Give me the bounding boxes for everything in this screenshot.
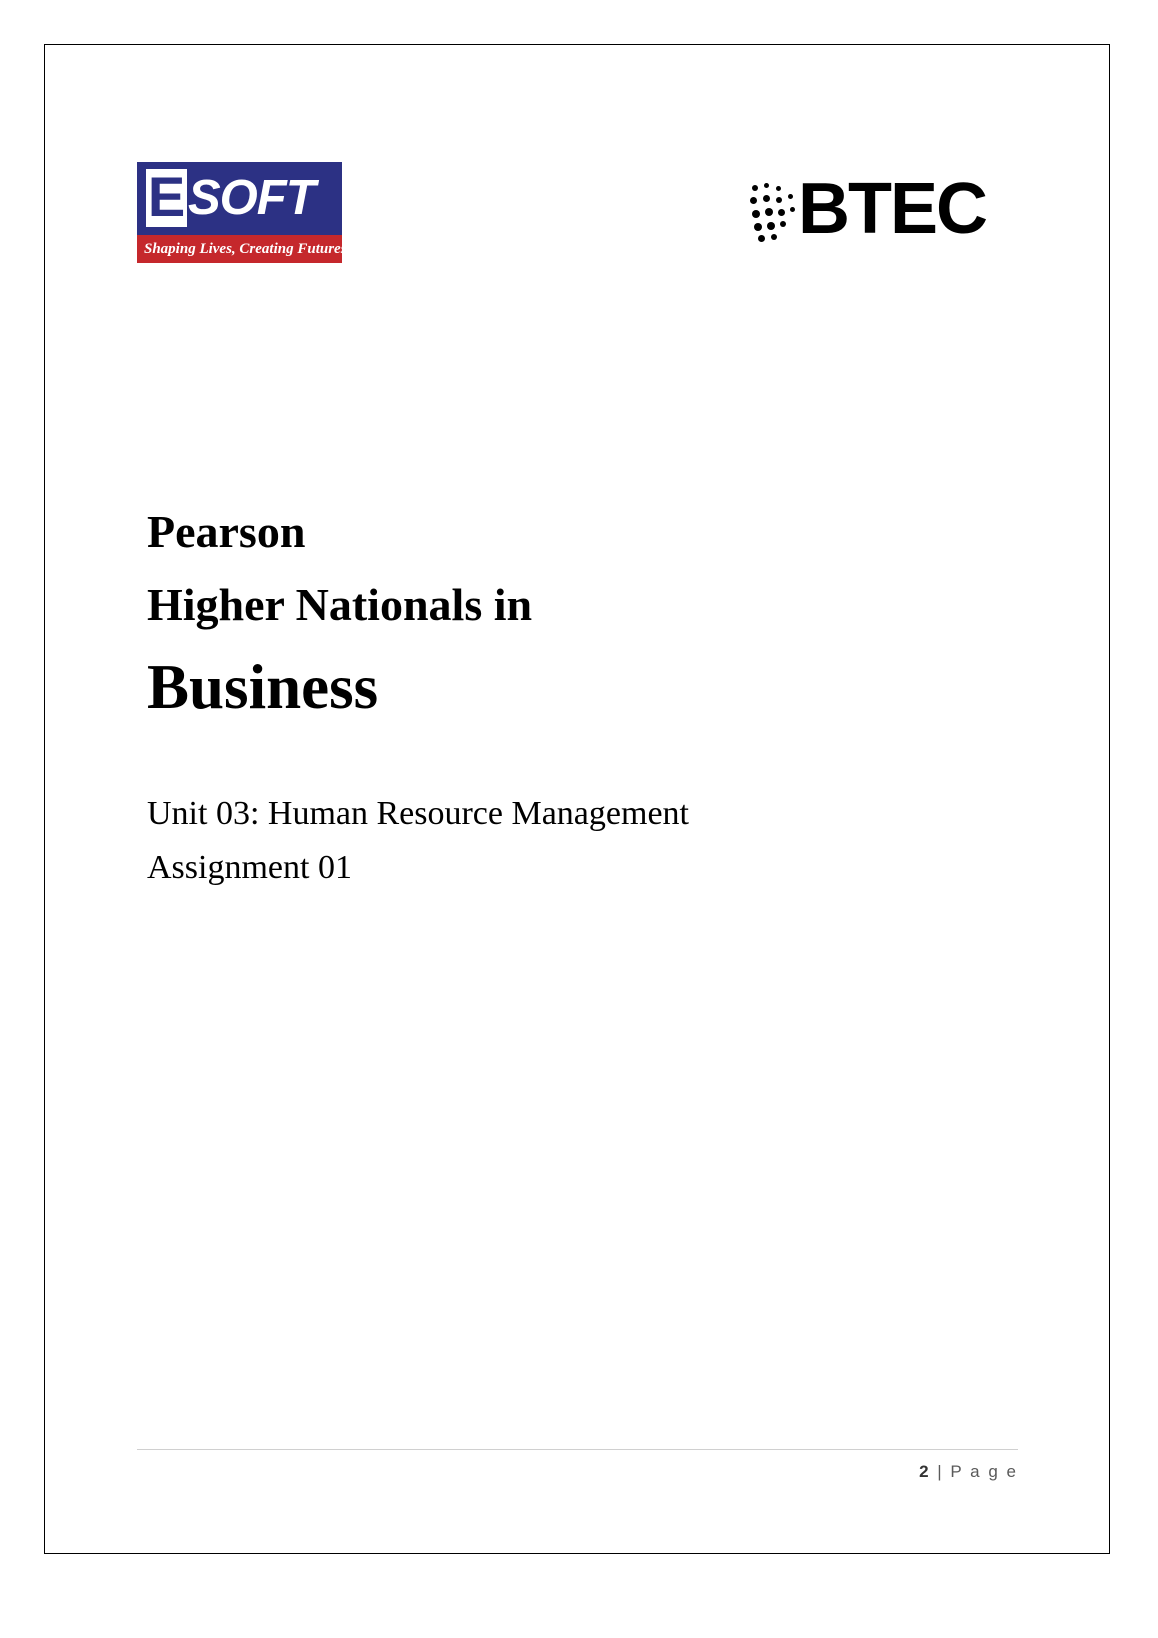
esoft-logo-word: SOFT [188,171,315,225]
page-content [45,45,1109,1553]
footer-separator: | [930,1462,951,1481]
esoft-logo-tagline: Shaping Lives, Creating Futures. [144,241,351,257]
title-line-pearson: Pearson [147,506,306,557]
footer-page-number: 2 [919,1462,931,1481]
title-line-business: Business [147,652,379,722]
document-title [147,495,967,733]
document-subtitle [147,787,967,895]
footer-page-label: P a g e [950,1462,1018,1481]
title-line-higher-nationals: Higher Nationals in [147,579,533,630]
esoft-logo-letter: E [147,165,186,228]
page-footer [137,1457,1018,1487]
document-page [44,44,1110,1554]
btec-logo [750,167,1020,257]
subtitle-assignment: Assignment 01 [147,849,352,886]
footer-divider [137,1449,1018,1450]
esoft-logo [137,162,351,263]
btec-logo-word: BTEC [798,169,986,249]
subtitle-unit: Unit 03: Human Resource Management [147,795,689,832]
